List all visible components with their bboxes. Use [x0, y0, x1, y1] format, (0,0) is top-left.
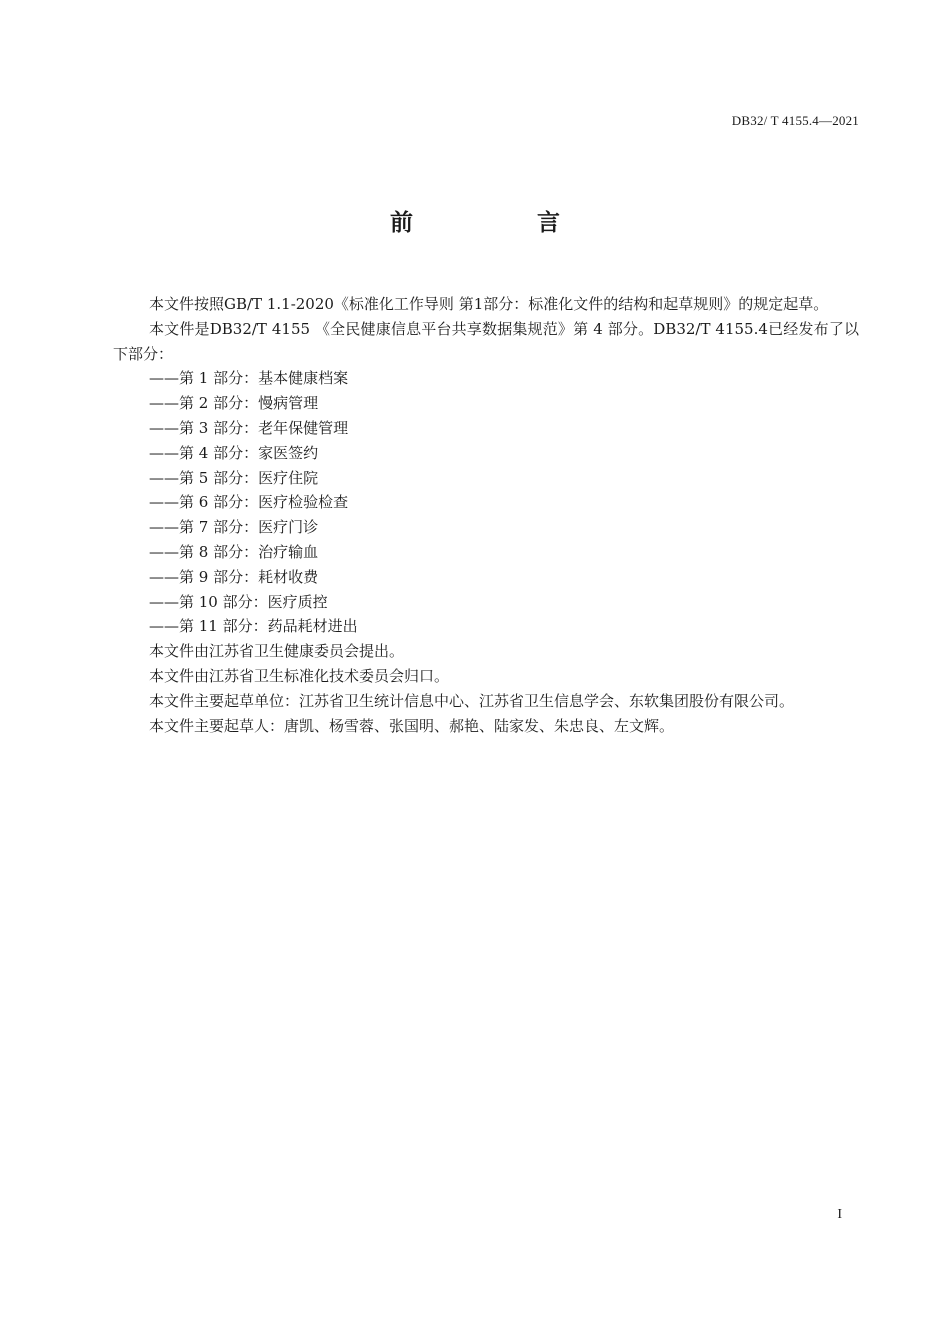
paragraph-drafters: 本文件主要起草人：唐凯、杨雪蓉、张国明、郝艳、陆家发、朱忠良、左文辉。	[149, 716, 675, 735]
list-item: ——第 10 部分：医疗质控	[149, 592, 328, 611]
list-item: ——第 6 部分：医疗检验检查	[149, 493, 349, 512]
list-item: ——第 4 部分：家医签约	[149, 443, 319, 462]
list-item: ——第 7 部分：医疗门诊	[149, 518, 319, 537]
paragraph-proposed-by: 本文件由江苏省卫生健康委员会提出。	[149, 642, 405, 661]
list-item: ——第 11 部分：药品耗材进出	[149, 617, 358, 636]
paragraph-drafting-basis: 本文件按照GB/T 1.1-2020《标准化工作导则 第1部分：标准化文件的结构和起草规则》的规定起草。	[149, 295, 829, 313]
page-title: 前 言	[389, 210, 618, 236]
list-item: ——第 5 部分：医疗住院	[149, 468, 319, 487]
list-item: ——第 8 部分：治疗输血	[149, 542, 319, 561]
list-item: ——第 2 部分：慢病管理	[149, 394, 319, 413]
paragraph-series-info: 本文件是DB32/T 4155 《全民健康信息平台共享数据集规范》第 4 部分。DB32/T 4155.4已经发布了以下部分：	[113, 319, 859, 363]
paragraph-drafting-units: 本文件主要起草单位：江苏省卫生统计信息中心、江苏省卫生信息学会、东软集团股份有限公司。	[149, 691, 795, 710]
list-item: ——第 3 部分：老年保健管理	[149, 418, 349, 437]
list-item: ——第 9 部分：耗材收费	[149, 567, 319, 586]
document-code: DB32/ T 4155.4—2021	[731, 113, 859, 128]
list-item: ——第 1 部分：基本健康档案	[149, 369, 349, 388]
paragraph-jurisdiction: 本文件由江苏省卫生标准化技术委员会归口。	[149, 666, 450, 685]
parts-list	[113, 366, 859, 639]
page-number: I	[837, 1207, 842, 1222]
foreword-body	[113, 292, 859, 738]
